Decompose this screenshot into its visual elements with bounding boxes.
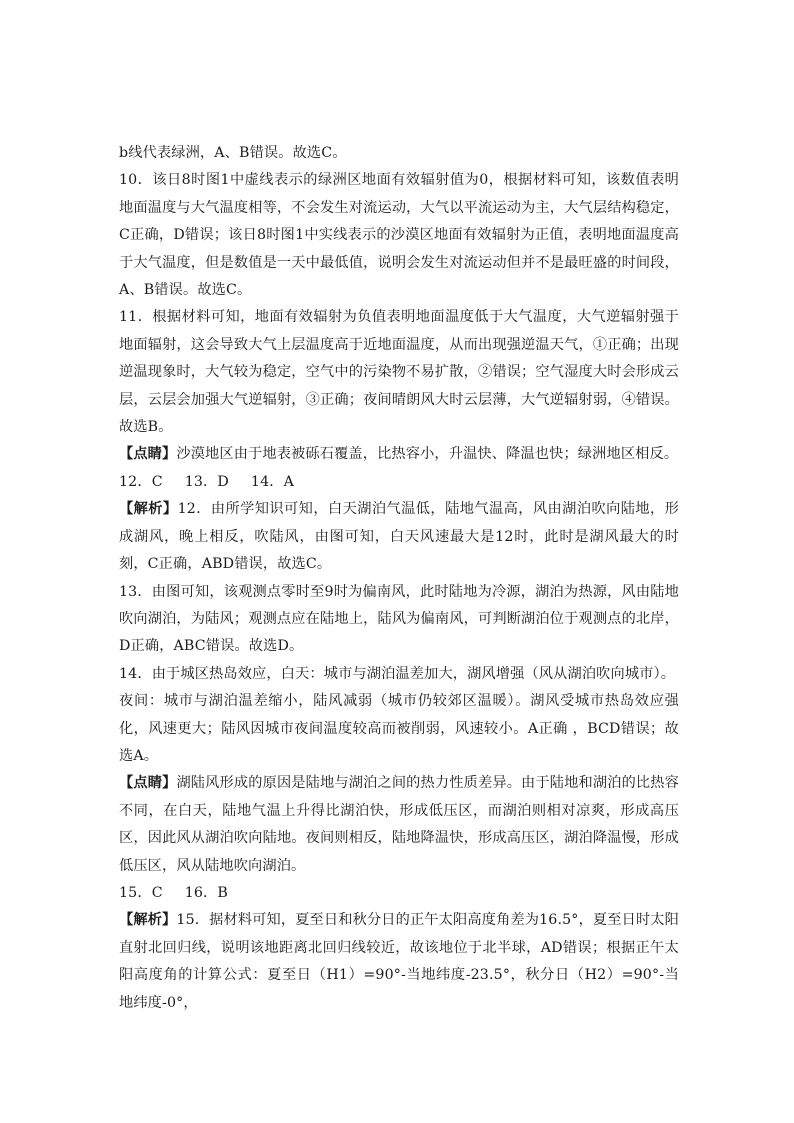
answer-16: 16．B — [184, 884, 228, 901]
answer-15: 15．C — [119, 884, 163, 901]
analysis-paragraph-q12: 【解析】12．由所学知识可知，白天湖泊气温低，陆地气温高，风由湖泊吹向陆地，形成湖风，晚上相反，吹陆风，由图可知，白天风速最大是12时，此时是湖风最大的时刻，C正确，ABD错误，故选C。 — [119, 501, 679, 573]
paragraph-q13: 13．由图可知，该观测点零时至9时为偏南风，此时陆地为冷源，湖泊为热源，风由陆地吹向湖泊，为陆风；观测点应在陆地上，陆风为偏南风，可判断湖泊位于观测点的北岸，D正确，ABC错误。故选D。 — [119, 583, 679, 655]
tip-paragraph-desert: 【点睛】沙漠地区由于地表被砾石覆盖，比热容小，升温快、降温也快；绿洲地区相反。 — [119, 446, 679, 463]
analysis-paragraph-q15: 【解析】15．据材料可知，夏至日和秋分日的正午太阳高度角差为16.5°，夏至日时太阳直射北回归线，说明该地距离北回归线较近，故该地位于北半球，AD错误；根据正午太阳高度角的计算公式：夏至日（H1）=90°-当地纬度-23.5°，秋分日（H2）=90°-当地纬度-0°， — [119, 912, 679, 1011]
tip-tag: 【点睛】 — [119, 775, 177, 792]
tip-paragraph-lake-breeze: 【点睛】湖陆风形成的原因是陆地与湖泊之间的热力性质差异。由于陆地和湖泊的比热容不同，在白天，陆地气温上升得比湖泊快，形成低压区，而湖泊则相对凉爽，形成高压区，因此风从湖泊吹向陆地。夜间则相反，陆地降温快，形成高压区，湖泊降温慢，形成低压区，风从陆地吹向湖泊。 — [119, 775, 679, 874]
paragraph-q10: 10．该日8时图1中虚线表示的绿洲区地面有效辐射值为0，根据材料可知，该数值表明地面温度与大气温度相等，不会发生对流运动，大气以平流运动为主，大气层结构稳定，C正确，D错误；该日8时图1中实线表示的沙漠区地面有效辐射为正值，表明地面温度高于大气温度，但是数值是一天中最低值，说明会发生对流运动但并不是最旺盛的时间段，A、B错误。故选C。 — [119, 172, 679, 299]
answer-13: 13．D — [184, 473, 229, 490]
paragraph-q14-day: 14．由于城区热岛效应，白天：城市与湖泊温差加大，湖风增强（风从湖泊吹向城市）。 — [119, 665, 676, 682]
paragraph-q14-night: 夜间：城市与湖泊温差缩小，陆风减弱（城市仍较郊区温暖）。湖风受城市热岛效应强化，风速更大；陆风因城市夜间温度较高而被削弱，风速较小。A正确 ，BCD错误；故选A。 — [119, 693, 679, 764]
answers-15-16 — [119, 880, 679, 907]
tip-tag: 【点睛】 — [119, 446, 177, 463]
analysis-tag: 【解析】 — [119, 501, 178, 518]
document-page — [119, 140, 679, 1017]
analysis-tag: 【解析】 — [119, 912, 177, 929]
answers-12-14 — [119, 469, 679, 496]
paragraph-q11: 11．根据材料可知，地面有效辐射为负值表明地面温度低于大气温度，大气逆辐射强于地面辐射，这会导致大气上层温度高于近地面温度，从而出现强逆温天气，①正确；出现逆温现象时，大气较为稳定，空气中的污染物不易扩散，②错误；空气湿度大时会形成云层，云层会加强大气逆辐射，③正确；夜间晴朗风大时云层薄，大气逆辐射弱，④错误。故选B。 — [119, 309, 679, 436]
answer-12: 12．C — [119, 473, 163, 490]
paragraph-9-conclusion: b线代表绿洲，A、B错误。故选C。 — [119, 145, 347, 161]
answer-14: 14．A — [250, 473, 295, 490]
